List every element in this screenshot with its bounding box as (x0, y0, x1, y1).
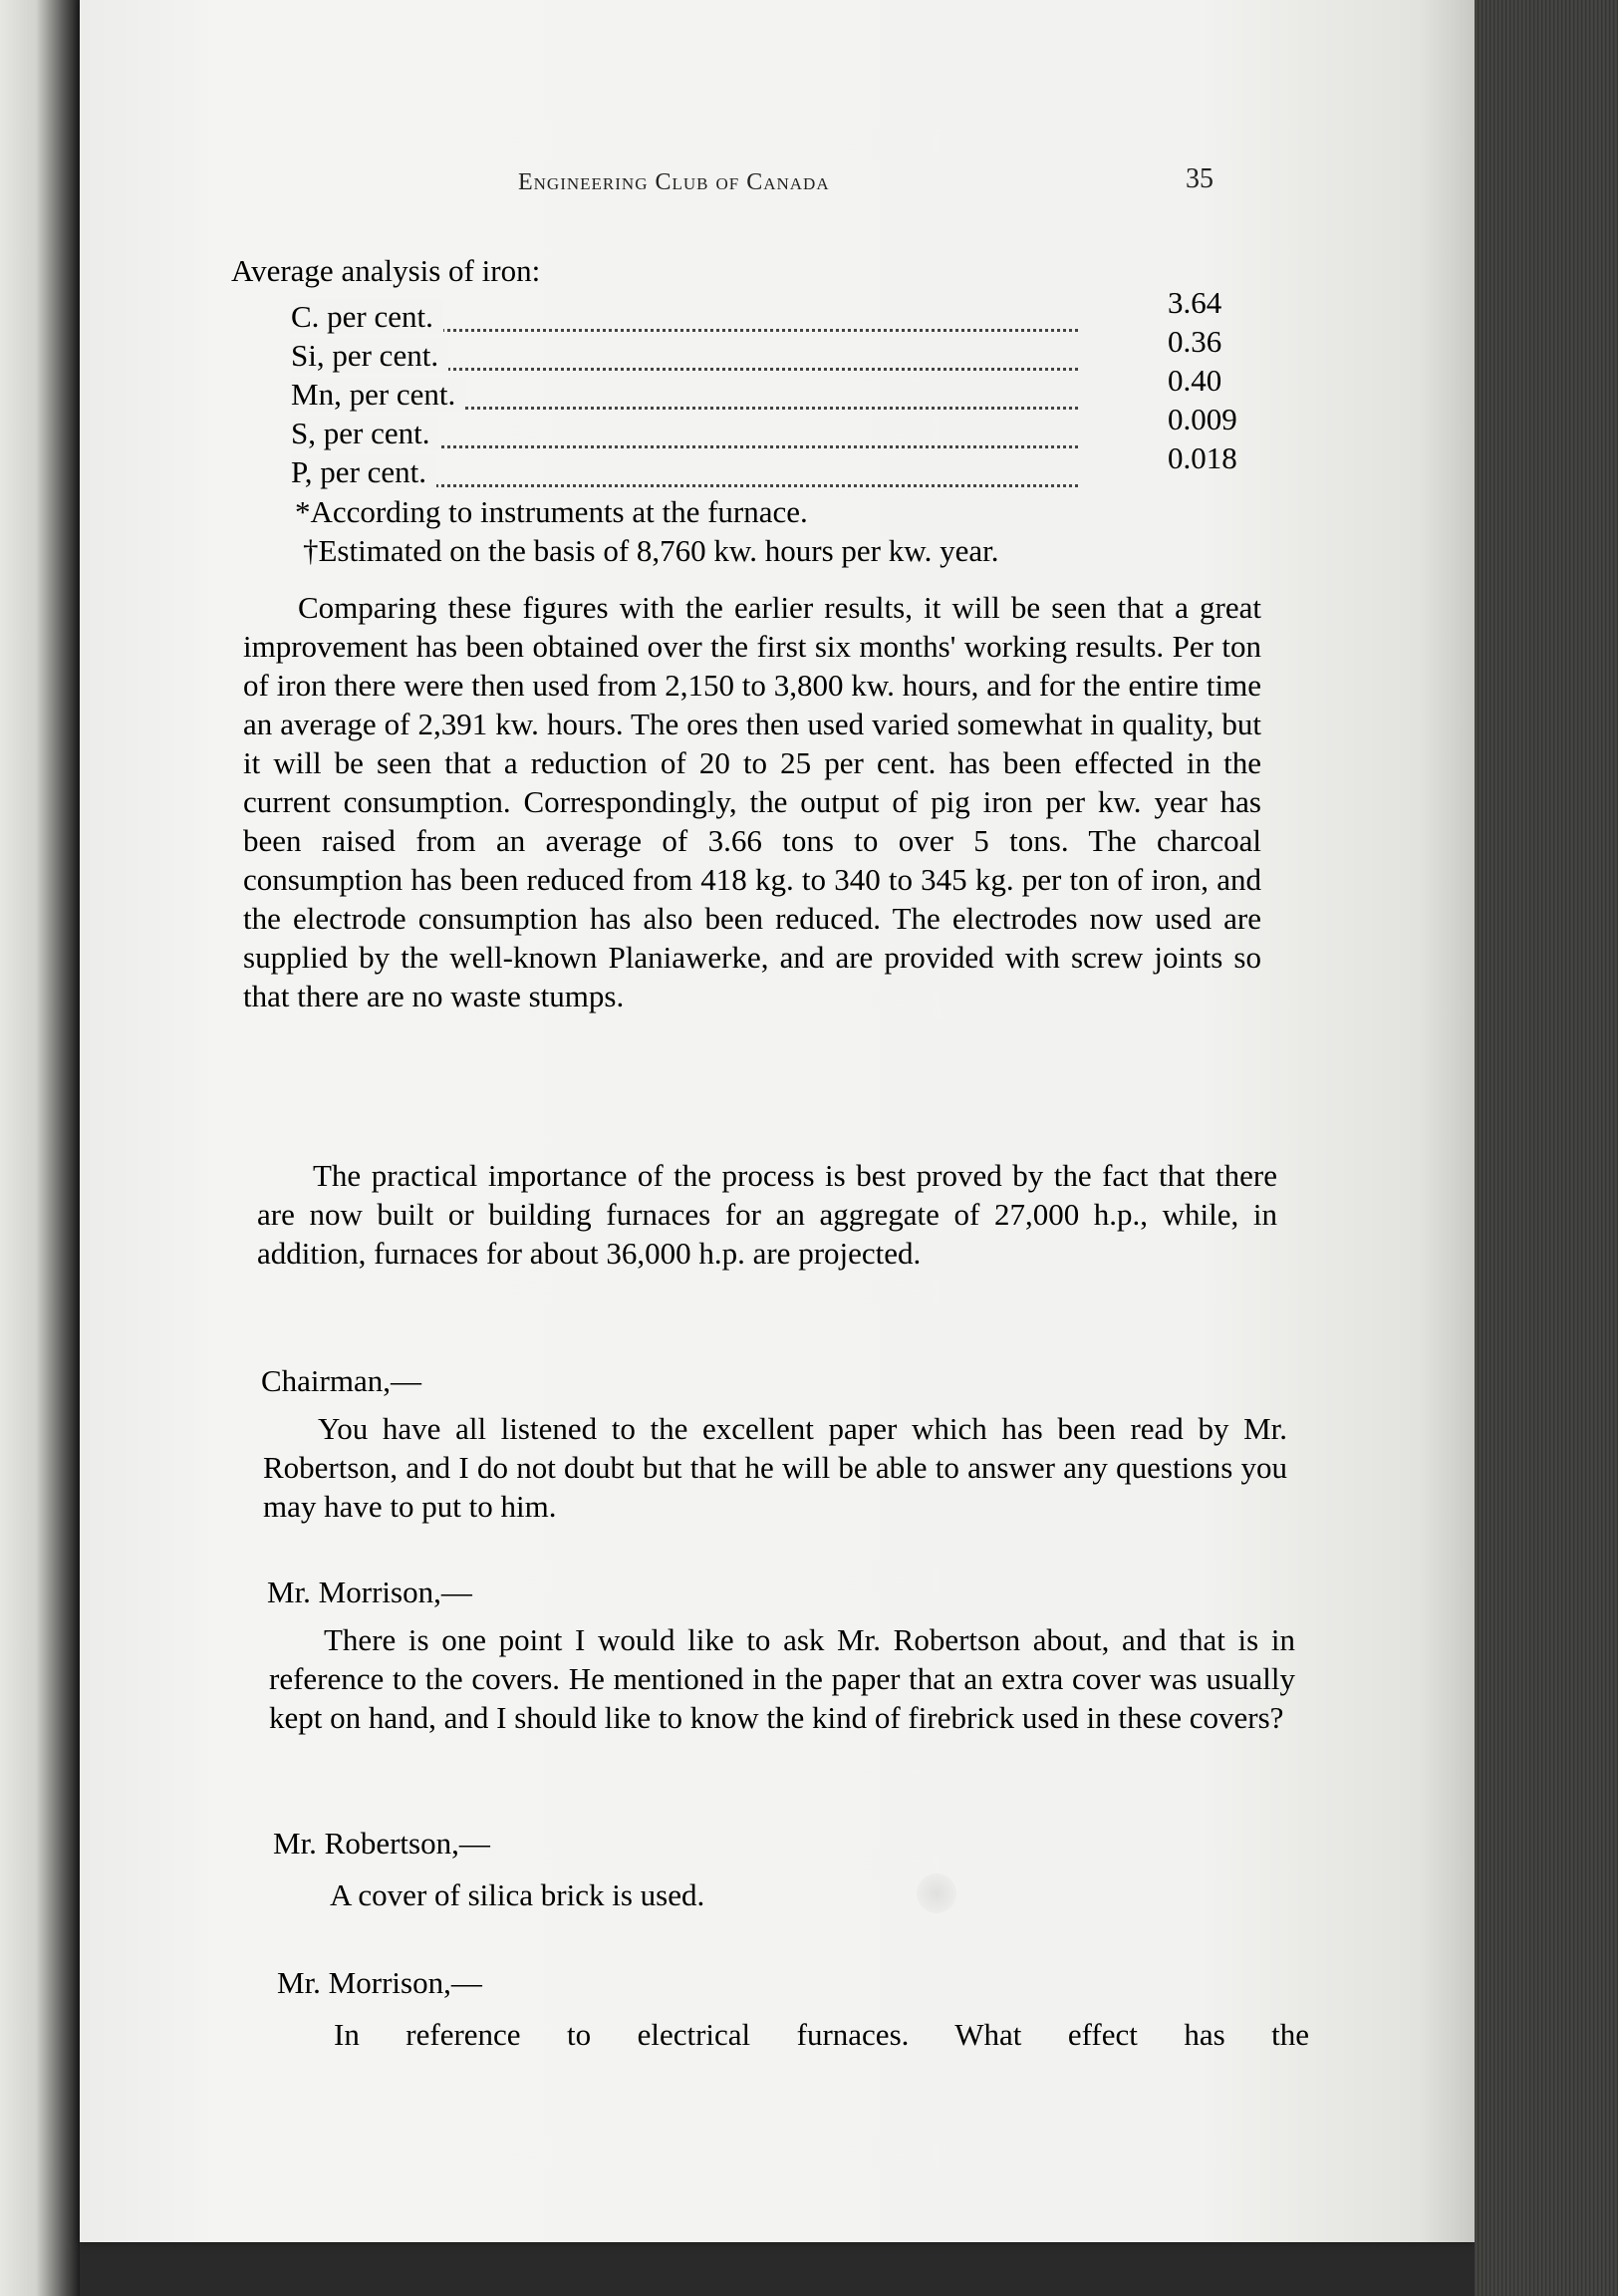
book-binding-left (0, 0, 80, 2296)
paragraph-comparison: Comparing these figures with the earlier results, it will be seen that a great improvement has been obtained over the first six months' working results. Per ton of iron there were then used from 2,150 to 3,800 kw. hours, and for the entire time an average of 2,391 kw. hours. The ores then used varied somewhat in quality, but it will be seen that a reduction of 20 to 25 per cent. has been effected in the current consumption. Correspondingly, the output of pig iron per kw. year has been raised from an average of 3.66 tons to over 5 tons. The charcoal consumption has been reduced from 418 kg. to 340 to 345 kg. per ton of iron, and the electrode consumption has also been reduced. The electrodes now used are supplied by the well-known Planiawerke, and are provided with screw joints so that there are no waste stumps. (243, 590, 1261, 1013)
analysis-row (291, 440, 1237, 493)
analysis-label: C. per cent. (291, 299, 443, 334)
analysis-value: 3.64 (1168, 285, 1222, 320)
speaker-robertson: Mr. Robertson,— (273, 1826, 490, 1861)
speaker-chairman: Chairman,— (261, 1363, 421, 1398)
speaker-morrison: Mr. Morrison,— (267, 1575, 472, 1609)
book-page-edges (1475, 0, 1618, 2296)
running-head: Engineering Club of Canada (518, 169, 830, 195)
analysis-value: 0.40 (1168, 363, 1222, 398)
footnote-asterisk: *According to instruments at the furnace. (295, 494, 808, 529)
analysis-row (291, 324, 1222, 377)
analysis-label: P, per cent. (291, 454, 436, 489)
analysis-row (291, 363, 1222, 416)
speech-morrison: There is one point I would like to ask Mr. Robertson about, and that is in reference to the covers. He mentioned in the paper that an extra cover was usually kept on hand, and I should like to know the kind of firebrick used in these covers? (269, 1622, 1295, 1735)
speech-robertson: A cover of silica brick is used. (330, 1877, 705, 1912)
analysis-label: S, per cent. (291, 416, 439, 450)
analysis-value: 0.36 (1168, 324, 1222, 359)
analysis-value: 0.018 (1168, 440, 1237, 475)
analysis-label: Si, per cent. (291, 338, 448, 373)
speaker-morrison-2: Mr. Morrison,— (277, 1965, 482, 2000)
analysis-title: Average analysis of iron: (231, 253, 541, 288)
speech-morrison-2: In reference to electrical furnaces. What effect has the (334, 2017, 1309, 2052)
page-number: 35 (1186, 163, 1214, 194)
paragraph-practical-importance: The practical importance of the process is best proved by the fact that there are now built or building furnaces for an aggregate of 27,000 h.p., while, in addition, furnaces for about 36,000 h.p. are projected. (257, 1158, 1277, 1271)
analysis-row (291, 402, 1237, 454)
footnote-dagger: †Estimated on the basis of 8,760 kw. hours per kw. year. (303, 533, 999, 568)
analysis-row (291, 285, 1222, 338)
analysis-value: 0.009 (1168, 402, 1237, 436)
analysis-label: Mn, per cent. (291, 377, 465, 412)
speech-chairman: You have all listened to the excellent paper which has been read by Mr. Robertson, and I do not doubt but that he will be able to answer any questions you may have to put to him. (263, 1411, 1287, 1524)
